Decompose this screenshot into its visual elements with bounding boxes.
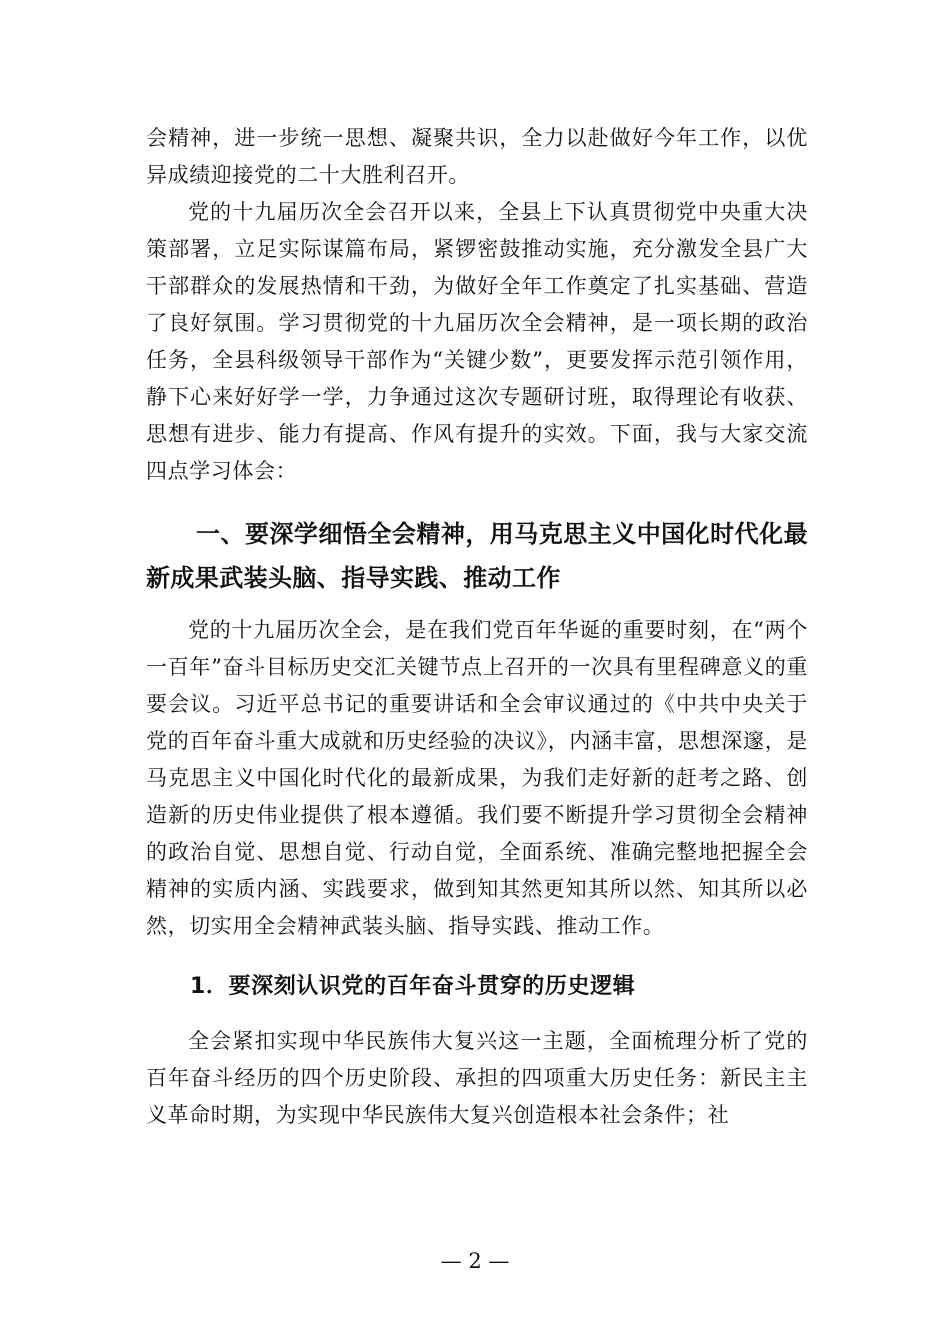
paragraph-section-1: 党的十九届历次全会，是在我们党百年华诞的重要时刻，在“两个一百年”奋斗目标历史交汇关键节点上召开的一次具有里程碑意义的重要会议。习近平总书记的重要讲话和全会审议通过的《中共中央关于党的百年奋斗重大成就和历史经验的决议》，内涵丰富，思想深邃，是马克思主义中国化时代化的最新成果，为我们走好新的赶考之路、创造新的历史伟业提供了根本遵循。我们要不断提升学习贯彻全会精神的政治自觉、思想自觉、行动自觉，全面系统、准确完整地把握全会精神的实质内涵、实践要求，做到知其然更知其所以然、知其所以必然，切实用全会精神武装头脑、指导实践、推动工作。 — [146, 618, 808, 938]
section-heading-1: 一、要深学细悟全会精神，用马克思主义中国化时代化最新成果武装头脑、指导实践、推动工作 — [146, 520, 808, 592]
page-number: — 2 — — [440, 1249, 510, 1273]
paragraph-subsection-1: 全会紧扣实现中华民族伟大复兴这一主题，全面梳理分析了党的百年奋斗经历的四个历史阶段、承担的四项重大历史任务：新民主主义革命时期，为实现中华民族伟大复兴创造根本社会条件；社 — [146, 1029, 808, 1127]
paragraph-intro: 党的十九届历次全会召开以来，全县上下认真贯彻党中央重大决策部署，立足实际谋篇布局，紧锣密鼓推动实施，充分激发全县广大干部群众的发展热情和干劲，为做好全年工作奠定了扎实基础、营造了良好氛围。学习贯彻党的十九届历次全会精神，是一项长期的政治任务，全县科级领导干部作为“关键少数”，更要发挥示范引领作用，静下心来好好学一学，力争通过这次专题研讨班，取得理论有收获、思想有进步、能力有提高、作风有提升的实效。下面，我与大家交流四点学习体会： — [146, 200, 808, 483]
document-body — [146, 120, 808, 1134]
subsection-heading-1: 1．要深刻认识党的百年奋斗贯穿的历史逻辑 — [190, 974, 636, 999]
paragraph-continuation: 会精神，进一步统一思想、凝聚共识，全力以赴做好今年工作，以优异成绩迎接党的二十大胜利召开。 — [146, 126, 808, 187]
